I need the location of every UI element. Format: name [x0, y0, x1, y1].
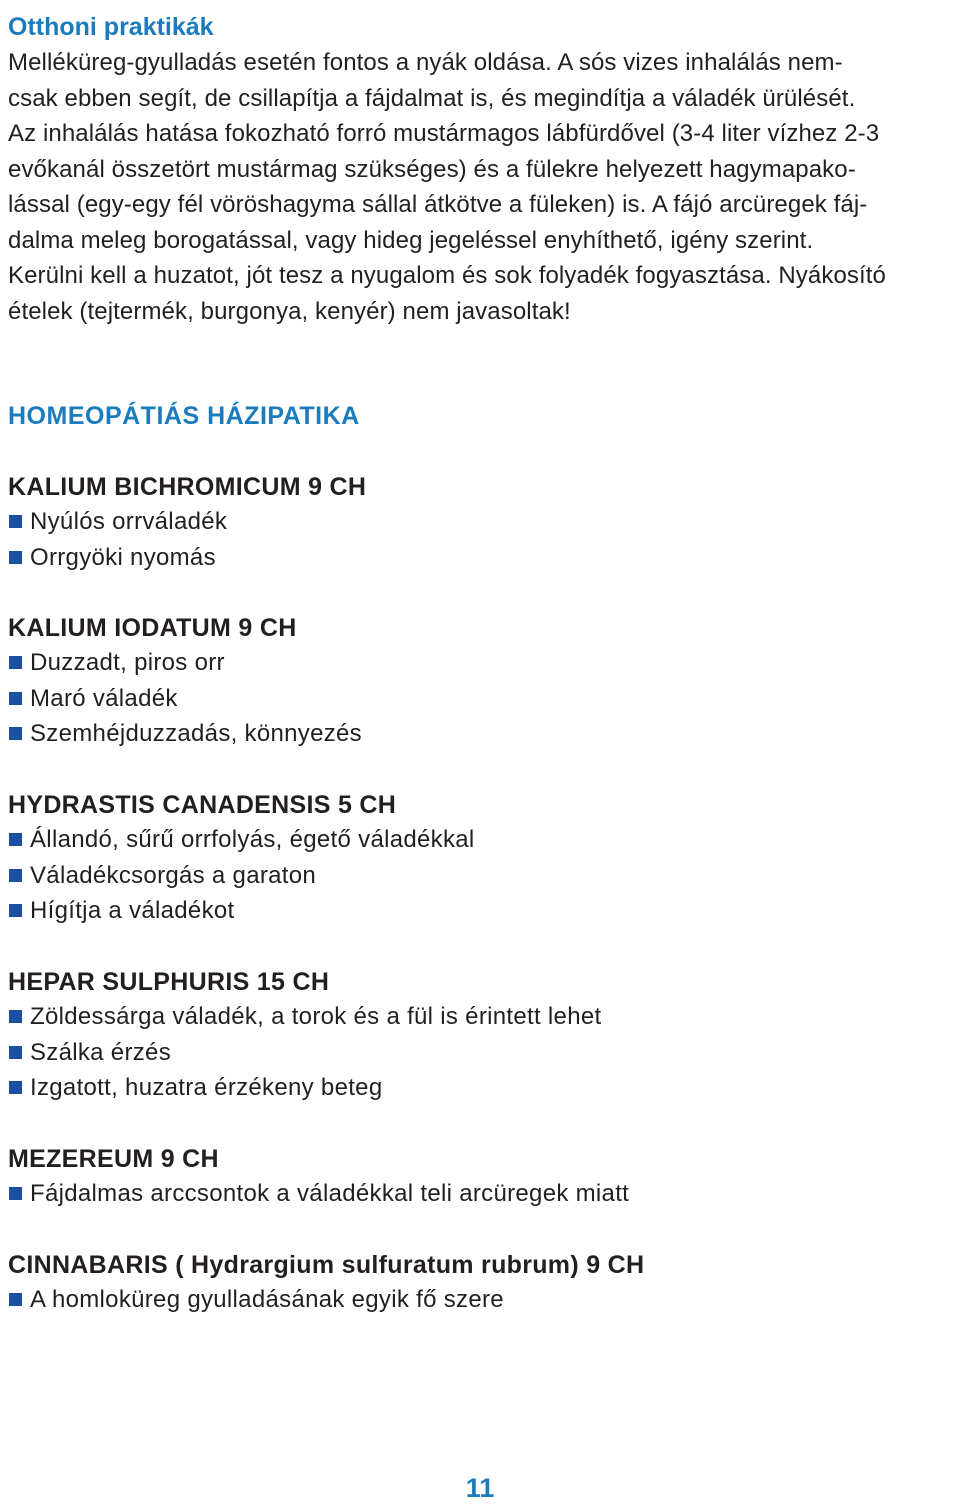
- symptom-item: [8, 645, 954, 681]
- homeopathy-section-title: HOMEOPÁTIÁS HÁZIPATIKA: [8, 402, 360, 430]
- symptom-text: Orrgyöki nyomás: [30, 543, 216, 571]
- symptom-list: [8, 1176, 954, 1212]
- paragraph-line: Az inhalálás hatása fokozható forró mustármagos lábfürdővel (3-4 liter vízhez 2-3: [8, 120, 880, 147]
- remedy-title: KALIUM IODATUM 9 CH: [8, 614, 297, 642]
- square-bullet-icon: [9, 656, 22, 669]
- symptom-text: A homloküreg gyulladásának egyik fő szere: [30, 1286, 504, 1313]
- symptom-list: [8, 1282, 954, 1318]
- square-bullet-icon: [9, 1187, 22, 1200]
- page-number: 11: [465, 1473, 495, 1503]
- remedy-block-kalium-bichromicum: [8, 470, 954, 575]
- home-remedies-title: Otthoni praktikák: [8, 13, 214, 41]
- symptom-item: [8, 540, 954, 576]
- square-bullet-icon: [9, 551, 22, 564]
- remedy-block-cinnabaris: [8, 1248, 954, 1318]
- remedy-block-hydrastis-canadensis: [8, 788, 954, 929]
- symptom-item: [8, 999, 954, 1035]
- home-remedies-paragraph: [8, 45, 954, 329]
- remedy-title: KALIUM BICHROMICUM 9 CH: [8, 473, 367, 501]
- symptom-text: Zöldessárga váladék, a torok és a fül is érintett lehet: [30, 1003, 602, 1030]
- symptom-item: [8, 893, 954, 929]
- symptom-item: [8, 1070, 954, 1106]
- symptom-text: Szálka érzés: [30, 1038, 171, 1066]
- symptom-item: [8, 1035, 954, 1071]
- paragraph-line: ételek (tejtermék, burgonya, kenyér) nem javasoltak!: [8, 297, 571, 325]
- paragraph-line: lással (egy-egy fél vöröshagyma sállal átkötve a füleken) is. A fájó arcüregek fáj-: [8, 191, 868, 218]
- remedy-block-kalium-iodatum: [8, 611, 954, 752]
- symptom-list: [8, 999, 954, 1106]
- remedy-title: HYDRASTIS CANADENSIS 5 CH: [8, 791, 397, 819]
- symptom-text: Duzzadt, piros orr: [30, 649, 225, 676]
- symptom-list: [8, 504, 954, 575]
- remedy-title: MEZEREUM 9 CH: [8, 1145, 219, 1173]
- symptom-text: Maró váladék: [30, 684, 178, 712]
- symptom-item: [8, 1176, 954, 1212]
- paragraph-line: Melléküreg-gyulladás esetén fontos a nyák oldása. A sós vizes inhalálás nem-: [8, 49, 843, 76]
- square-bullet-icon: [9, 515, 22, 528]
- symptom-item: [8, 681, 954, 717]
- square-bullet-icon: [9, 833, 22, 846]
- symptom-item: [8, 504, 954, 540]
- symptom-list: [8, 645, 954, 752]
- symptom-text: Izgatott, huzatra érzékeny beteg: [30, 1074, 383, 1101]
- symptom-item: [8, 716, 954, 752]
- square-bullet-icon: [9, 692, 22, 705]
- symptom-list: [8, 822, 954, 929]
- square-bullet-icon: [9, 1046, 22, 1059]
- symptom-text: Állandó, sűrű orrfolyás, égető váladékkal: [30, 826, 475, 853]
- paragraph-line: evőkanál összetört mustármag szükséges) és a fülekre helyezett hagymapako-: [8, 155, 856, 183]
- symptom-text: Nyúlós orrváladék: [30, 508, 228, 535]
- paragraph-line: dalma meleg borogatással, vagy hideg jegeléssel enyhíthető, igény szerint.: [8, 226, 814, 254]
- square-bullet-icon: [9, 904, 22, 917]
- paragraph-line: Kerülni kell a huzatot, jót tesz a nyugalom és sok folyadék fogyasztása. Nyákosító: [8, 262, 886, 289]
- symptom-item: [8, 822, 954, 858]
- symptom-text: Szemhéjduzzadás, könnyezés: [30, 720, 362, 747]
- symptom-text: Fájdalmas arccsontok a váladékkal teli arcüregek miatt: [30, 1180, 630, 1207]
- remedy-block-hepar-sulphuris: [8, 965, 954, 1106]
- square-bullet-icon: [9, 869, 22, 882]
- square-bullet-icon: [9, 727, 22, 740]
- square-bullet-icon: [9, 1081, 22, 1094]
- remedy-title: HEPAR SULPHURIS 15 CH: [8, 968, 330, 996]
- symptom-item: [8, 1282, 954, 1318]
- paragraph-line: csak ebben segít, de csillapítja a fájdalmat is, és megindítja a váladék ürülését.: [8, 84, 856, 112]
- symptom-item: [8, 858, 954, 894]
- square-bullet-icon: [9, 1010, 22, 1023]
- square-bullet-icon: [9, 1293, 22, 1306]
- symptom-text: Hígítja a váladékot: [30, 897, 235, 924]
- remedy-block-mezereum: [8, 1142, 954, 1212]
- symptom-text: Váladékcsorgás a garaton: [30, 861, 317, 889]
- remedy-title: CINNABARIS ( Hydrargium sulfuratum rubrum) 9 CH: [8, 1251, 645, 1279]
